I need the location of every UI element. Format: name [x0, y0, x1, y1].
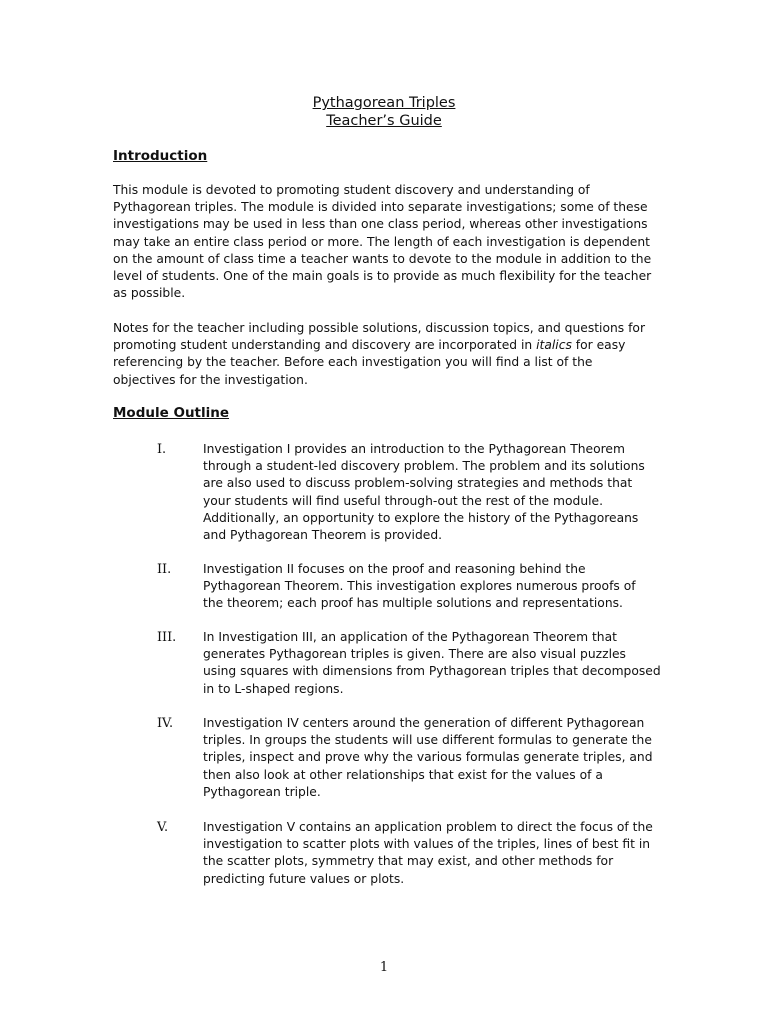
text-line: your students will find useful through-out the rest of the module. — [203, 493, 604, 508]
text-line: In Investigation III, an application of the Pythagorean Theorem that — [203, 630, 617, 644]
outline-item-text — [203, 441, 663, 544]
text-line: using squares with dimensions from Pythagorean triples that decomposed — [203, 664, 661, 679]
outline-numeral: IV. — [157, 716, 174, 731]
text-line: level of students. One of the main goals is to provide as much flexibility for the teacher — [113, 269, 652, 284]
outline-item-text — [203, 561, 663, 613]
text-line: investigation to scatter plots with values of the triples, lines of best fit in — [203, 837, 651, 852]
outline-item-text — [203, 715, 663, 801]
text-line: investigations may be used in less than one class period, whereas other investigations — [113, 217, 648, 232]
outline-numeral: II. — [157, 562, 172, 577]
text-line: the scatter plots, symmetry that may exist, and other methods for — [203, 854, 614, 869]
text-line: as possible. — [113, 286, 186, 301]
text-line: predicting future values or plots. — [203, 871, 405, 886]
text-line: objectives for the investigation. — [113, 372, 308, 387]
text-line — [113, 337, 653, 354]
text-line: Investigation I provides an introduction to the Pythagorean Theorem — [203, 442, 625, 456]
text-segment: promoting student understanding and discovery are incorporated in — [113, 338, 537, 353]
text-line: Pythagorean Theorem. This investigation explores numerous proofs of — [203, 579, 636, 594]
text-line: triples, inspect and prove why the various formulas generate triples, and — [203, 750, 653, 765]
text-line: generates Pythagorean triples is given. There are also visual puzzles — [203, 647, 626, 662]
text-line: Pythagorean triples. The module is divided into separate investigations; some of these — [113, 200, 648, 215]
text-line: then also look at other relationships that exist for the values of a — [203, 767, 603, 782]
page-number: 1 — [379, 960, 389, 975]
text-line: Investigation II focuses on the proof and reasoning behind the — [203, 562, 586, 576]
text-line: the theorem; each proof has multiple solutions and representations. — [203, 596, 623, 611]
outline-numeral: III. — [157, 630, 177, 645]
text-line: are also used to discuss problem-solving strategies and methods that — [203, 476, 633, 491]
title-line-1: Pythagorean Triples — [312, 95, 456, 111]
outline-numeral: V. — [157, 820, 169, 835]
module-outline-heading: Module Outline — [113, 405, 230, 421]
text-line: referencing by the teacher. Before each investigation you will find a list of the — [113, 355, 593, 370]
introduction-paragraph-2 — [113, 320, 653, 389]
introduction-paragraph-1 — [113, 182, 653, 302]
text-segment: for easy — [571, 338, 626, 353]
title-line-2: Teacher’s Guide — [326, 113, 442, 129]
text-line: may take an entire class period or more. The length of each investigation is dependent — [113, 234, 650, 249]
introduction-heading: Introduction — [113, 148, 208, 164]
text-line: Pythagorean triple. — [203, 784, 321, 799]
outline-item-text — [203, 629, 663, 698]
outline-numeral: I. — [157, 442, 167, 457]
text-line: Additionally, an opportunity to explore the history of the Pythagoreans — [203, 510, 639, 525]
text-line: Notes for the teacher including possible solutions, discussion topics, and questions for — [113, 321, 646, 335]
text-line: through a student-led discovery problem. The problem and its solutions — [203, 459, 645, 474]
text-line: This module is devoted to promoting student discovery and understanding of — [113, 183, 590, 197]
text-line: Investigation V contains an application problem to direct the focus of the — [203, 820, 653, 834]
text-line: in to L-shaped regions. — [203, 681, 344, 696]
document-title — [0, 94, 768, 130]
italics-word: italics — [536, 338, 572, 353]
text-line: on the amount of class time a teacher wants to devote to the module in addition to the — [113, 251, 652, 266]
text-line: triples. In groups the students will use different formulas to generate the — [203, 733, 652, 748]
text-line: Investigation IV centers around the generation of different Pythagorean — [203, 716, 645, 730]
outline-item-text — [203, 819, 663, 888]
text-line: and Pythagorean Theorem is provided. — [203, 528, 443, 543]
